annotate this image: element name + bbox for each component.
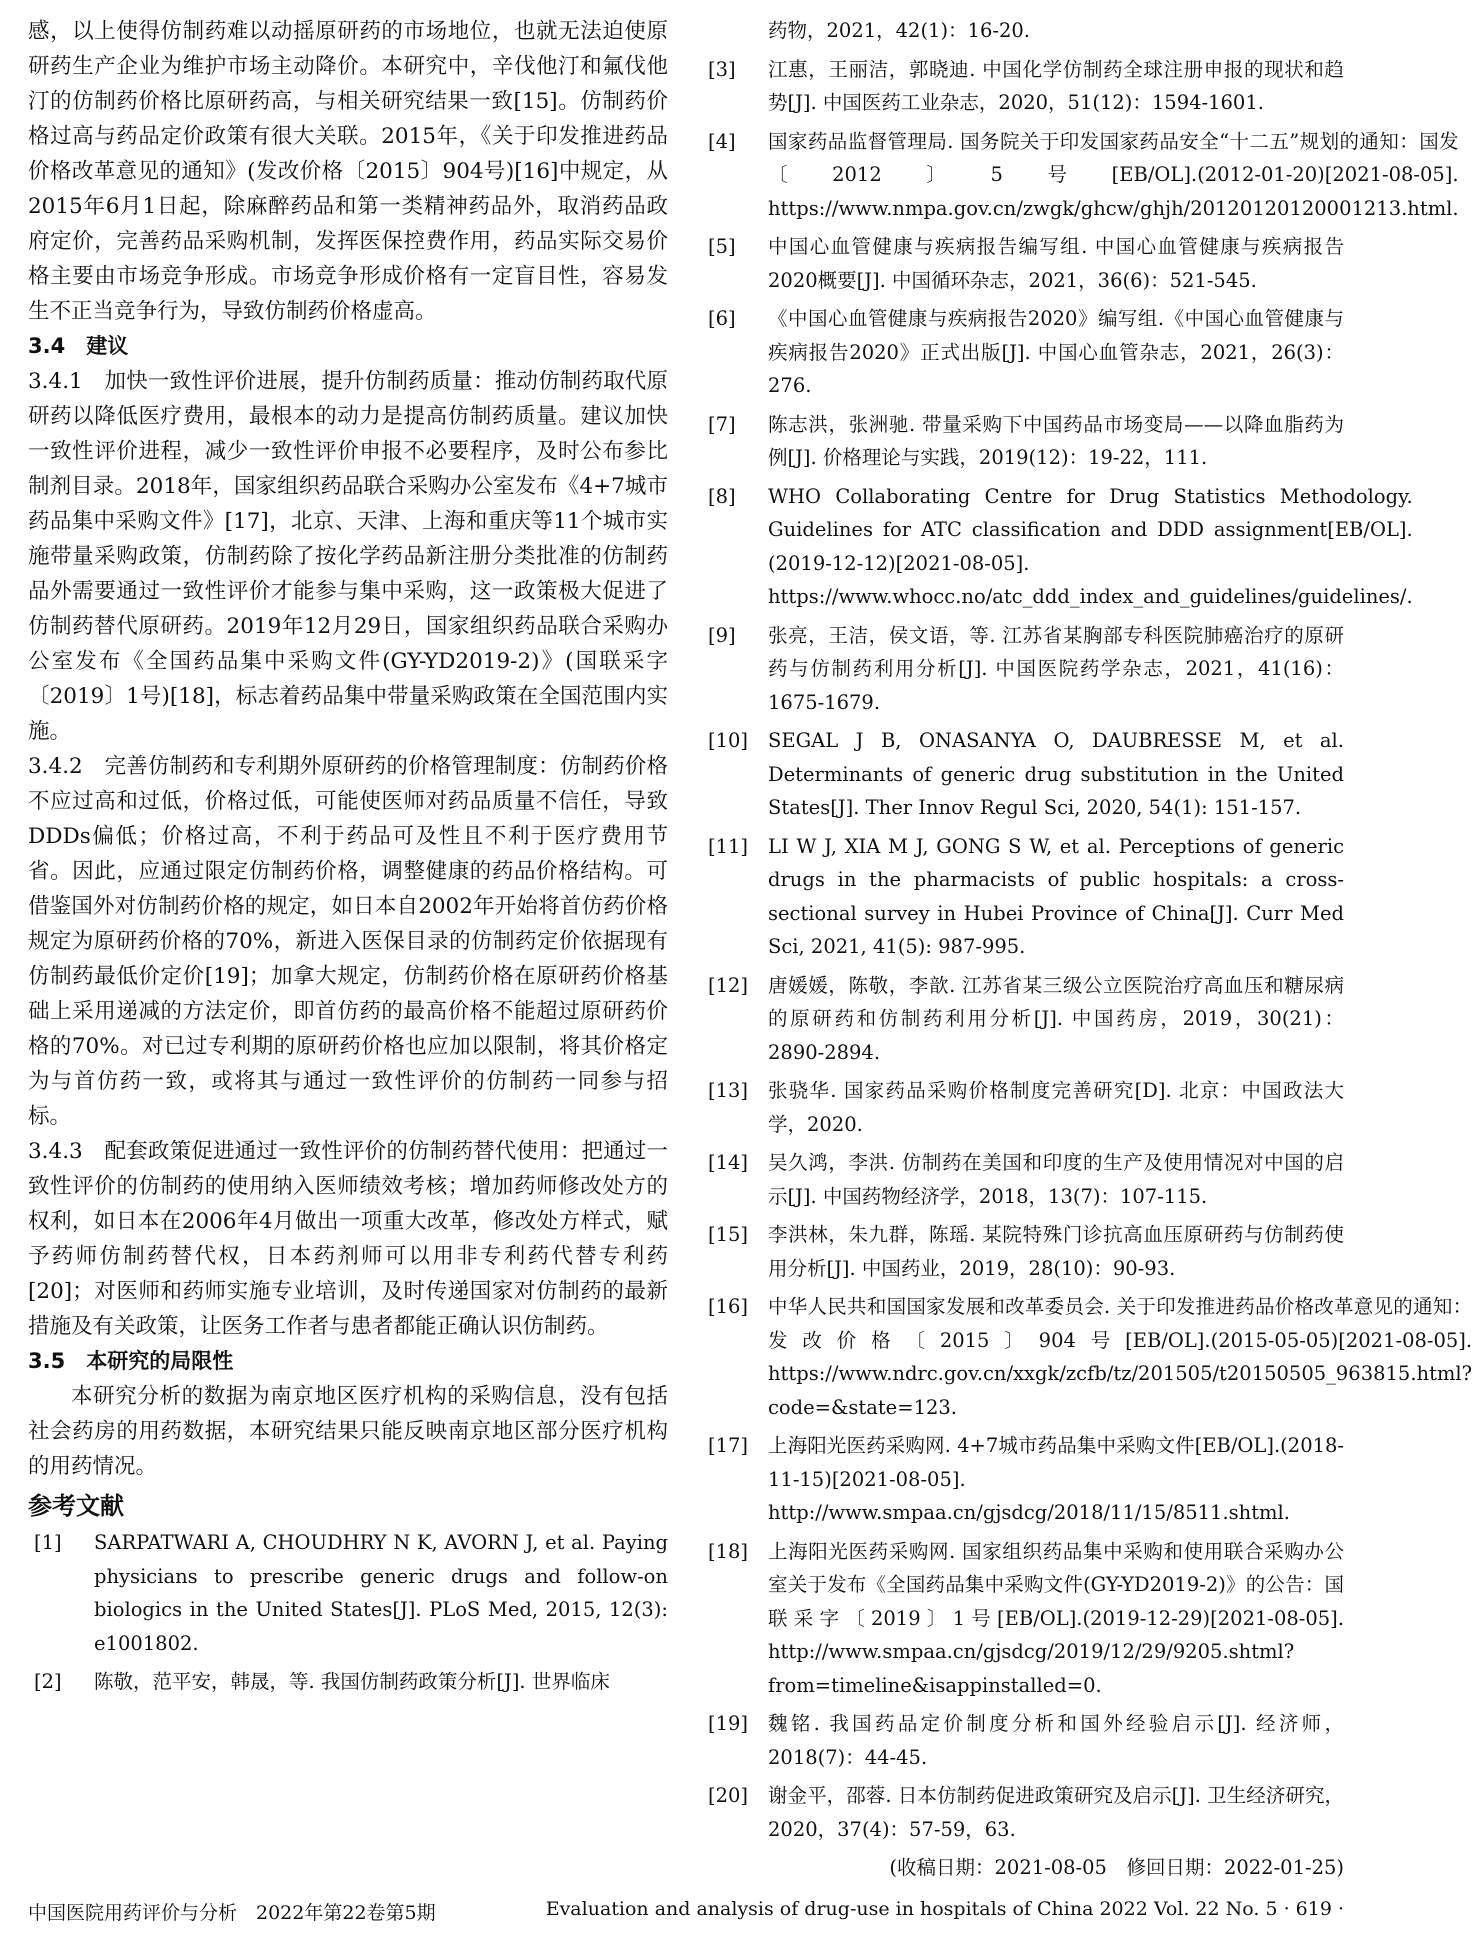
reference-number: [10] (708, 729, 749, 752)
reference-text: SEGAL J B, ONASANYA O, DAUBRESSE M, et al. Determinants of generic drug substitution in the United States[J]. Ther Innov Regul Sci, 2020, 54(1): 151-157. (768, 729, 1344, 819)
reference-text: 李洪林，朱九群，陈瑶. 某院特殊门诊抗高血压原研药与仿制药使用分析[J]. 中国药业，2019，28(10)：90-93. (768, 1223, 1344, 1280)
reference-text: 国家药品监督管理局. 国务院关于印发国家药品安全“十二五”规划的通知：国发〔2012〕5号[EB/OL].(2012-01-20)[2021-08-05]. https://www.nmpa.gov.cn/zwgk/ghcw/ghjh/20120120120001213.html. (768, 129, 1459, 220)
reference-item (702, 969, 1344, 1070)
page-footer (28, 1898, 1344, 1928)
reference-text: 江惠，王丽洁，郭晓迪. 中国化学仿制药全球注册申报的现状和趋势[J]. 中国医药工业杂志，2020，51(12)：1594-1601. (768, 57, 1344, 114)
reference-item (702, 1146, 1344, 1213)
reference-item (702, 1218, 1344, 1285)
body-paragraph-3-4-2: 3.4.2 完善仿制药和专利期外原研药的价格管理制度：仿制药价格不应过高和过低，价格过低，可能使医师对药品质量不信任，导致DDDs偏低；价格过高，不利于药品可及性且不利于医疗费用节省。因此，应通过限定仿制药价格，调整健康的药品价格结构。可借鉴国外对仿制药价格的规定，如日本自2002年开始将首仿药价格规定为原研药价格的70%，新进入医保目录的仿制药定价依据现有仿制药最低价定价[19]；加拿大规定，仿制药价格在原研药价格基础上采用递减的方法定价，即首仿药的最高价格不能超过原研药价格的70%。对已过专利期的原研药价格也应加以限制，将其价格定为与首仿药一致，或将其与通过一致性评价的仿制药一同参与招标。 (28, 754, 668, 1129)
reference-number: [18] (708, 1539, 749, 1563)
reference-number: [11] (708, 834, 749, 858)
body-paragraph-3-5: 本研究分析的数据为南京地区医疗机构的采购信息，没有包括社会药房的用药数据，本研究结果只能反映南京地区部分医疗机构的用药情况。 (28, 1384, 668, 1479)
body-paragraph: 感，以上使得仿制药难以动摇原研药的市场地位，也就无法迫使原研药生产企业为维护市场主动降价。本研究中，辛伐他汀和氟伐他汀的仿制药价格比原研药高，与相关研究结果一致[15]。仿制药价格过高与药品定价政策有很大关联。2015年，《关于印发推进药品价格改革意见的通知》(发改价格〔2015〕904号)[16]中规定，从2015年6月1日起，除麻醉药品和第一类精神药品外，取消药品政府定价，完善药品采购机制，发挥医保控费作用，药品实际交易价格主要由市场竞争形成。市场竞争形成价格有一定盲目性，容易发生不正当竞争行为，导致仿制药价格虚高。 (28, 19, 668, 324)
reference-text: 药物，2021，42(1)：16-20. (768, 19, 1030, 42)
reference-text: 张亮，王洁，侯文语，等. 江苏省某胸部专科医院肺癌治疗的原研药与仿制药利用分析[J]. 中国医院药学杂志，2021，41(16)：1675-1679. (768, 623, 1344, 714)
reference-item (702, 125, 1459, 226)
reference-number: [14] (708, 1151, 749, 1174)
reference-number: [8] (708, 484, 736, 508)
reference-number: [17] (708, 1434, 749, 1457)
reference-item (702, 1074, 1344, 1141)
reference-item (702, 1535, 1344, 1703)
reference-item (702, 302, 1344, 403)
reference-text: 中国心血管健康与疾病报告编写组. 中国心血管健康与疾病报告2020概要[J]. 中国循环杂志，2021，36(6)：521-545. (768, 235, 1344, 292)
reference-item (702, 724, 1344, 825)
reference-number: [5] (708, 235, 736, 258)
reference-text: SARPATWARI A, CHOUDHRY N K, AVORN J, et al. Paying physicians to prescribe generic drugs and follow-on biologics in the United States[J]. PLoS Med, 2015, 12(3): e1001802. (94, 1531, 668, 1655)
footer-journal-cn: 中国医院用药评价与分析 2022年第22卷第5期 (28, 1902, 436, 1924)
reference-number: [16] (708, 1295, 749, 1318)
references-title: 参考文献 (28, 1492, 124, 1520)
reference-text: 谢金平，邵蓉. 日本仿制药促进政策研究及启示[J]. 卫生经济研究，2020，37(4)：57-59，63. (768, 1784, 1344, 1841)
reference-number: [2] (34, 1670, 62, 1693)
reference-text: LI W J, XIA M J, GONG S W, et al. Perceptions of generic drugs in the pharmacists of public hospitals: a cross-sectional survey in Hubei Province of China[J]. Curr Med Sci, 2021, 41(5): 987-995. (768, 834, 1344, 958)
footer-journal-en: Evaluation and analysis of drug-use in hospitals of China 2022 Vol. 22 No. 5 · 619 · (545, 1898, 1344, 1920)
reference-number: [13] (708, 1079, 749, 1102)
reference-item (702, 1779, 1344, 1846)
reference-number: [15] (708, 1223, 749, 1246)
reference-text: 吴久鸿，李洪. 仿制药在美国和印度的生产及使用情况对中国的启示[J]. 中国药物经济学，2018，13(7)：107-115. (768, 1151, 1344, 1208)
reference-text: 中华人民共和国国家发展和改革委员会. 关于印发推进药品价格改革意见的通知：发改价格〔2015〕904号[EB/OL].(2015-05-05)[2021-08-05]. https://www.ndrc.gov.cn/xxgk/zcfb/tz/201505/t20150505_963815.html?code=&state=123. (768, 1295, 1472, 1419)
reference-number: [19] (708, 1712, 749, 1735)
reference-number: [12] (708, 973, 749, 997)
reference-number: [7] (708, 412, 736, 436)
reference-text: 陈志洪，张洲驰. 带量采购下中国药品市场变局——以降血脂药为例[J]. 价格理论与实践，2019(12)：19-22，111. (768, 412, 1344, 469)
body-paragraph-3-4-3: 3.4.3 配套政策促进通过一致性评价的仿制药替代使用：把通过一致性评价的仿制药的使用纳入医师绩效考核；增加药师修改处方的权利，如日本在2006年4月做出一项重大改革，修改处方样式，赋予药师仿制药替代权，日本药剂师可以用非专利药代替专利药[20]；对医师和药师实施专业培训，及时传递国家对仿制药的最新措施及有关政策，让医务工作者与患者都能正确认识仿制药。 (28, 1139, 668, 1339)
reference-item (702, 1707, 1344, 1774)
reference-number: [3] (708, 57, 736, 81)
reference-item (702, 619, 1344, 720)
reference-text: 张骁华. 国家药品采购价格制度完善研究[D]. 北京：中国政法大学，2020. (768, 1079, 1344, 1136)
reference-text: 《中国心血管健康与疾病报告2020》编写组.《中国心血管健康与疾病报告2020》正式出版[J]. 中国心血管杂志，2021，26(3)：276. (768, 307, 1344, 397)
reference-text: 上海阳光医药采购网. 4+7城市药品集中采购文件[EB/OL].(2018-11-15)[2021-08-05]. http://www.smpaa.cn/gjsdcg/2018/11/15/8511.shtml. (768, 1434, 1344, 1524)
reference-number: [6] (708, 307, 736, 330)
reference-text: 唐媛媛，陈敬，李歆. 江苏省某三级公立医院治疗高血压和糖尿病的原研药和仿制药利用分析[J]. 中国药房，2019，30(21)：2890-2894. (768, 973, 1344, 1064)
right-column (702, 14, 1472, 1905)
reference-item (702, 53, 1344, 120)
reference-text: 陈敬，范平安，韩晟，等. 我国仿制药政策分析[J]. 世界临床 (94, 1670, 610, 1693)
reference-number: [20] (708, 1784, 749, 1807)
reference-item (702, 1290, 1472, 1424)
reference-item (28, 1526, 668, 1660)
reference-item (702, 480, 1413, 614)
reference-item (702, 830, 1344, 964)
reference-continuation (702, 14, 1344, 48)
reference-text: WHO Collaborating Centre for Drug Statistics Methodology. Guidelines for ATC classification and DDD assignment[EB/OL].(2019-12-12)[2021-08-05]. https://www.whocc.no/atc_ddd_index_and_guidelines/guidelines/. (768, 484, 1413, 608)
section-heading-3-4: 3.4 建议 (28, 334, 129, 358)
reference-item (702, 230, 1344, 297)
reference-item (702, 1429, 1344, 1530)
reference-text: 上海阳光医药采购网. 国家组织药品集中采购和使用联合采购办公室关于发布《全国药品集中采购文件(GY-YD2019-2)》的公告：国联采字〔2019〕1号[EB/OL].(2019-12-29)[2021-08-05]. http://www.smpaa.cn/gjsdcg/2019/12/29/9205.shtml?from=timeline&isappinstalled=0. (768, 1539, 1344, 1697)
reference-item (28, 1665, 668, 1699)
reference-number: [9] (708, 623, 736, 647)
received-revised-dates: (收稿日期：2021-08-05 修回日期：2022-01-25) (889, 1856, 1344, 1879)
left-column (28, 14, 668, 1704)
reference-number: [4] (708, 129, 736, 153)
section-heading-3-5: 3.5 本研究的局限性 (28, 1349, 234, 1373)
reference-number: [1] (34, 1531, 62, 1554)
reference-text: 魏铭. 我国药品定价制度分析和国外经验启示[J]. 经济师，2018(7)：44-45. (768, 1712, 1344, 1769)
reference-item (702, 408, 1344, 475)
body-paragraph-3-4-1: 3.4.1 加快一致性评价进展，提升仿制药质量：推动仿制药取代原研药以降低医疗费用，最根本的动力是提高仿制药质量。建议加快一致性评价进程，减少一致性评价申报不必要程序，及时公布参比制剂目录。2018年，国家组织药品联合采购办公室发布《4+7城市药品集中采购文件》[17]，北京、天津、上海和重庆等11个城市实施带量采购政策，仿制药除了按化学药品新注册分类批准的仿制药品外需要通过一致性评价才能参与集中采购，这一政策极大促进了仿制药替代原研药。2019年12月29日，国家组织药品联合采购办公室发布《全国药品集中采购文件(GY-YD2019-2)》(国联采字〔2019〕1号)[18]，标志着药品集中带量采购政策在全国范围内实施。 (28, 369, 668, 744)
